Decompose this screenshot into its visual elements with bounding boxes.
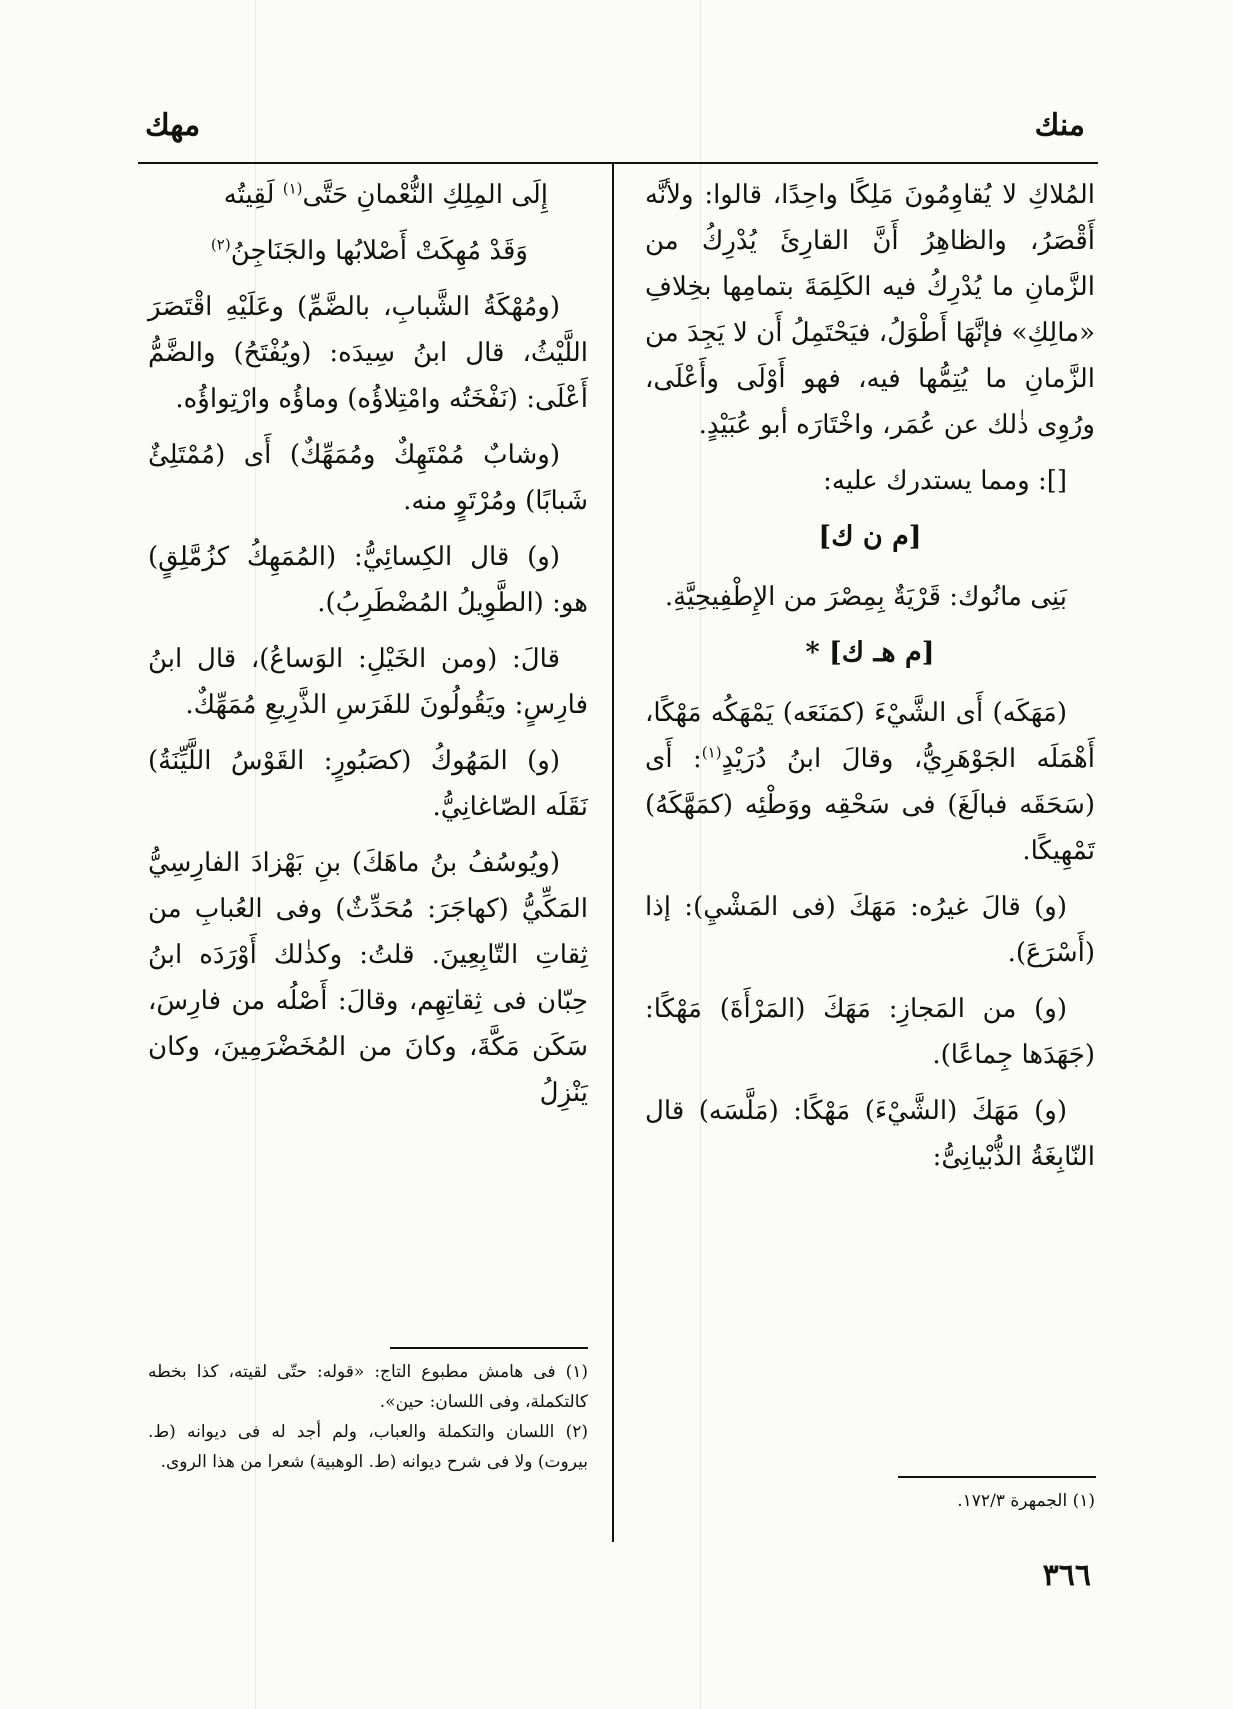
paragraph: قالَ: (ومن الخَيْلِ: الوَساعُ)، قال ابنُ فارِسٍ: ويَقُولُونَ للفَرَسِ الذَّرِيعِ مُمَهِّكٌ.	[148, 644, 588, 720]
paragraph: بَنِى مانُوك: قَرْيَةٌ بِمِصْرَ من الإِطْفِيحِيَّةِ.	[664, 582, 1067, 612]
footnote-rule	[390, 1347, 588, 1349]
paragraph: (ومُهْكَةُ الشَّبابِ، بالضَّمِّ) وعَلَيْهِ اقْتَصَرَ اللَّيْثُ، قال ابنُ سِيدَه: (ويُفْتَحُ) والضَّمُّ أَعْلَى: (نَفْخَتُه وامْتِلاؤُه) وماؤُه وارْتِواؤُه.	[148, 292, 588, 414]
page-number: ٣٦٦	[1042, 1558, 1091, 1593]
footnote-rule	[898, 1476, 1096, 1478]
left-column	[148, 172, 588, 1126]
footnotes-right	[645, 1486, 1095, 1516]
footnote: (٢) اللسان والتكملة والعباب، ولم أجد له فى ديوانه (ط. بيروت) ولا فى شرح ديوانه (ط. الوهبية) شعرا من هذا الروى.	[148, 1422, 588, 1472]
right-column	[645, 172, 1095, 1190]
footnotes-left	[148, 1357, 588, 1477]
footnote: (١) الجمهرة ١٧٢/٣.	[957, 1491, 1095, 1511]
footnote-marker: (٢)	[210, 235, 231, 254]
header-left-word: مهك	[145, 108, 201, 143]
paragraph: (و) المَهُوكُ (كصَبُورٍ: القَوْسُ اللَّيِّنَةُ) نَقَلَه الصّاغانِيُّ.	[148, 746, 588, 822]
paragraph: (وشابٌ مُمْتَهِكٌ ومُمَهِّكٌ) أَى (مُمْتَلِئٌ شَبابًا) ومُرْتَوٍ منه.	[148, 440, 588, 516]
verse-text: وَقَدْ مُهِكَتْ أَصْلابُها والجَنَاجِنُ	[230, 236, 528, 266]
verse-text: إِلَى المِلِكِ النُّعْمانِ حَتَّى	[302, 180, 548, 210]
paragraph: المُلاكِ لا يُقاوِمُونَ مَلِكًا واحِدًا، قالوا: ولأنَّه أَقْصَرُ، والظاهِرُ أَنَّ القارِئَ يُدْرِكُ من الزَّمانِ ما يُدْرِكُ فيه الكَلِمَةَ بتمامِها بخِلافِ «مالِكِ» فإنَّهَا أَطْوَلُ، فيَحْتَمِلُ أَن لا يَجِدَ من الزَّمانِ ما يُتِمُّها فيه، فهو أَوْلَى وأَعْلَى، ورُوِى ذٰلك عن عُمَر، واخْتَارَه أبو عُبَيْدٍ.	[645, 180, 1095, 440]
paragraph: (و) مَهَكَ (الشَّيْءَ) مَهْكًا: (مَلَّسَه) قال النّابِغَةُ الذُّبْيانِىُّ:	[645, 1096, 1095, 1172]
footnote-marker: (١)	[282, 179, 303, 198]
column-divider	[612, 162, 614, 1542]
paragraph: (و) من المَجازِ: مَهَكَ (المَرْأَةَ) مَهْكًا: (جَهَدَها جِماعًا).	[645, 994, 1095, 1070]
paragraph-text: (مَهَكَه) أَى الشَّيْءَ (كمَنَعَه) يَمْهَكُه مَهْكًا، أَهْمَلَه الجَوْهَرِيُّ، وقالَ ابنُ دُرَيْدٍ	[645, 698, 1095, 774]
header-rule	[138, 162, 1098, 164]
paragraph: (ويُوسُفُ بنُ ماهَكَ) بنِ بَهْزادَ الفارِسِيُّ المَكِّيُّ (كهاجَرَ: مُحَدِّثٌ) وفى العُبابِ من ثِقاتِ التّابِعِينَ. قلتُ: وكذٰلك أَوْرَدَه ابنُ حِبّان فى ثِقاتِهِم، وقالَ: أَصْلُه من فارِسَ، سَكَن مَكَّةَ، وكانَ من المُخَضْرَمِينَ، وكان يَنْزِلُ	[148, 848, 588, 1108]
paragraph: []: ومما يستدرك عليه:	[823, 466, 1067, 496]
paragraph	[645, 690, 1095, 874]
paragraph: (و) قال الكِسائِيُّ: (المُمَهِكُ كزُمَّلِقٍ) هو: (الطَّوِيلُ المُضْطَرِبُ).	[148, 542, 588, 618]
verse-line	[148, 172, 588, 218]
paragraph: (و) قالَ غيرُه: مَهَكَ (فى المَشْيِ): إذا (أَسْرَعَ).	[645, 892, 1095, 968]
footnote-marker: (١)	[701, 743, 722, 762]
verse-line	[148, 228, 588, 274]
entry-heading: [م ن ك]	[818, 521, 922, 552]
verse-text: لَقِيتُه	[223, 180, 283, 210]
entry-heading: [م هـ ك] *	[805, 637, 935, 668]
footnote: (١) فى هامش مطبوع التاج: «قوله: حتّى لقيته، كذا بخطه كالتكملة، وفى اللسان: حين».	[148, 1362, 588, 1412]
header-right-word: منك	[1034, 108, 1085, 143]
paragraph-text: : أَى (سَحَقَه فبالَغَ) فى سَحْقِه ووَطْئِه (كمَهَّكَهُ) تَمْهِيكًا.	[645, 744, 1095, 866]
